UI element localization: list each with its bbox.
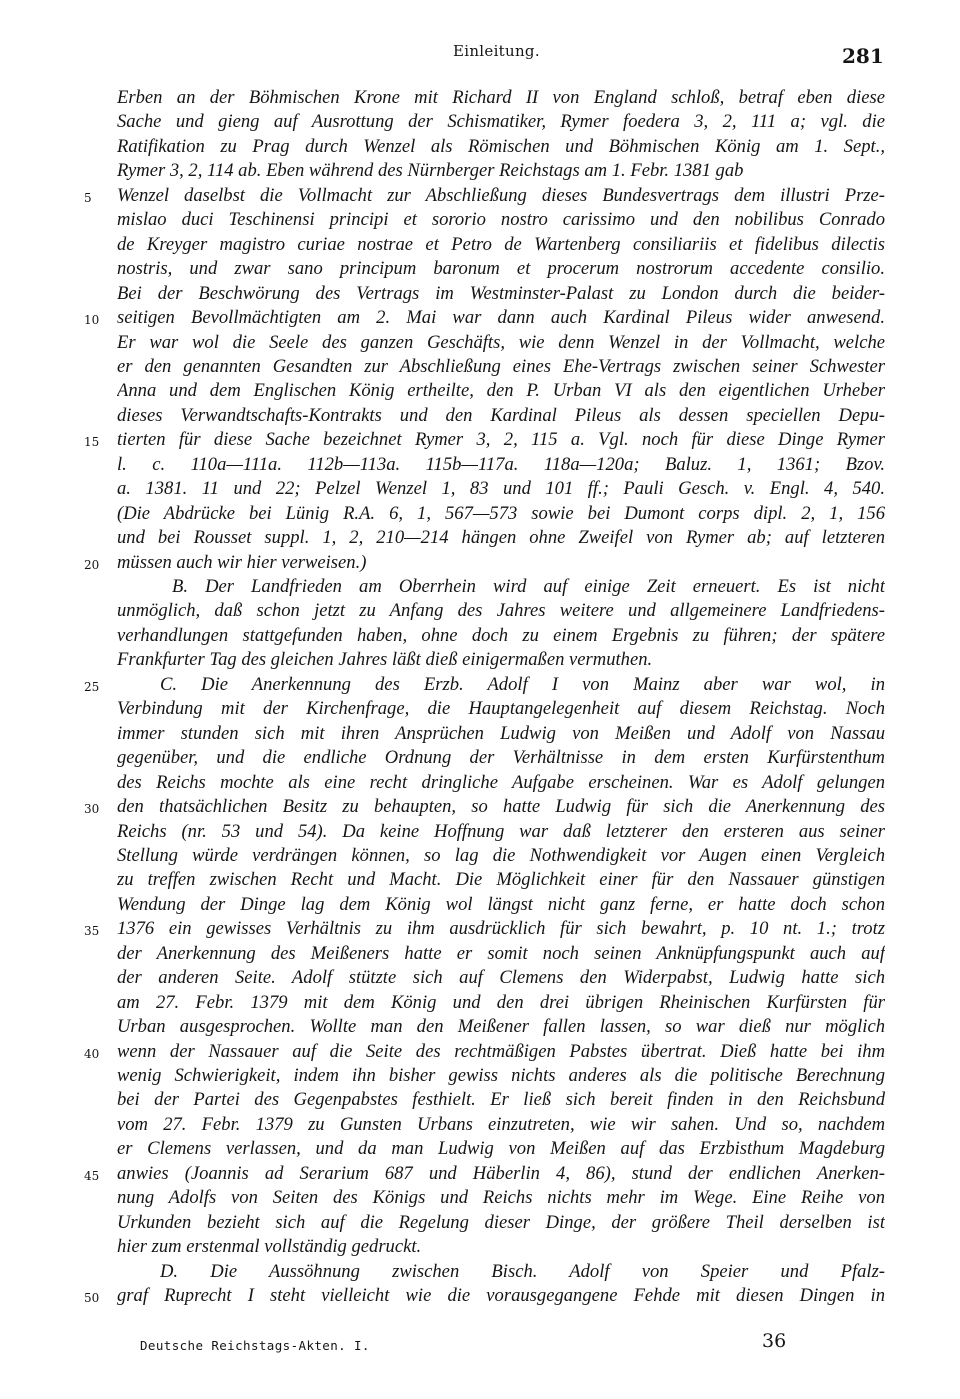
margin-line-number: 45 [84,1168,100,1183]
text-line: er Clemens verlassen, und da man Ludwig von Meißen auf das Erzbisthum Magdeburg [117,1138,885,1160]
text-line: vom 27. Febr. 1379 zu Gunsten Urbans einzutreten, wie wir sahen. Und so, nachdem [117,1113,885,1135]
text-line: müssen auch wir hier verweisen.) [117,551,367,573]
margin-line-number: 10 [84,313,100,328]
text-line: seitigen Bevollmächtigten am 2. Mai war dann auch Kardinal Pileus wider anwesend. [117,307,885,329]
margin-line-number: 25 [84,679,100,694]
text-line: B. Der Landfrieden am Oberrhein wird auf einige Zeit erneuert. Es ist nicht [172,576,885,597]
text-line: Rymer 3, 2, 114 ab. Eben während des Nürnberger Reichstags am 1. Febr. 1381 gab [117,160,744,182]
page-number: 281 [842,44,884,68]
text-line: zu treffen zwischen Recht und Macht. Die Möglichkeit einer für den Nassauer günstigen [117,869,885,891]
text-line: Anna und dem Englischen König ertheilte, den P. Urban VI als den eigentlichen Urheber [117,380,885,402]
text-line: Sache und gieng auf Ausrottung der Schismatiker, Rymer foedera 3, 2, 111 a; vgl. die [117,111,885,133]
text-line: mislao duci Teschinensi principi et sororio nostro carissimo und den nobilibus Conrado [117,209,885,231]
text-line: er den genannten Gesandten zur Abschließung eines Ehe-Vertrags zwischen seiner Schwester [117,355,885,377]
text-line: de Kreyger magistro curiae nostrae et Petro de Wartenberg consiliariis et fidelibus dilectis [117,233,885,255]
text-line: Urban ausgesprochen. Wollte man den Meißener fallen lassen, so war dieß nur möglich [117,1016,885,1038]
text-line: Verbindung mit der Kirchenfrage, die Hauptangelegenheit auf diesem Reichstag. Noch [117,698,885,720]
margin-line-number: 40 [84,1046,100,1061]
text-line: Bei der Beschwörung des Vertrags im Westminster-Palast zu London durch die beider- [117,282,885,304]
text-line: C. Die Anerkennung des Erzb. Adolf I von Mainz aber war wol, in [160,673,885,695]
margin-line-number: 30 [84,802,100,817]
text-line: Er war wol die Seele des ganzen Geschäfts, wie denn Wenzel in der Vollmacht, welche [117,331,885,353]
text-line: D. Die Aussöhnung zwischen Bisch. Adolf von Speier und Pfalz- [160,1260,885,1282]
text-line: Frankfurter Tag des gleichen Jahres läßt dieß einigermaßen vermuthen. [117,649,653,671]
series-title: Deutsche Reichstags-Akten. I. [140,1338,370,1353]
text-line: 1376 ein gewisses Verhältnis zu ihm ausdrücklich für sich bewahrt, p. 10 nt. 1.; trotz [117,918,885,940]
text-line: verhandlungen stattgefunden haben, ohne doch zu einem Ergebnis zu führen; der spätere [117,624,885,646]
text-line: dieses Verwandtschafts-Kontrakts und den Kardinal Pileus als dessen speciellen Depu- [117,404,885,426]
text-line: Urkunden bezieht sich auf die Regelung dieser Dinge, der größere Theil derselben ist [117,1211,885,1233]
text-line: immer stunden sich mit ihren Ansprüchen Ludwig von Meißen und Adolf von Nassau [117,722,885,744]
text-line: gegenüber, und die endliche Ordnung der Verhältnisse in dem ersten Kurfürstenthum [117,747,885,769]
text-line: Ratifikation zu Prag durch Wenzel als Römischen und Böhmischen König am 1. Sept., [117,135,885,157]
text-line: anwies (Joannis ad Serarium 687 und Häberlin 4, 86), stund der endlichen Anerken- [117,1162,885,1184]
text-line: (Die Abdrücke bei Lünig R.A. 6, 1, 567—573 sowie bei Dumont corps dipl. 2, 1, 156 [117,502,885,524]
text-line: nostris, und zwar sano principum baronum et procerum nostrorum accedente consilio. [117,258,885,280]
text-line: des Reichs mochte als eine recht dringliche Aufgabe erscheinen. War es Adolf gelungen [117,771,885,793]
text-line: tierten für diese Sache bezeichnet Rymer 3, 2, 115 a. Vgl. noch für diese Dinge Rymer [117,429,885,451]
text-line: unmöglich, daß schon jetzt zu Anfang des Jahres weitere und allgemeinere Landfriedens- [117,600,885,622]
text-line: a. 1381. 11 und 22; Pelzel Wenzel 1, 83 und 101 ff.; Pauli Gesch. v. Engl. 4, 540. [117,478,885,500]
text-line: Wenzel daselbst die Vollmacht zur Abschließung dieses Bundesvertrags dem illustri Prze- [117,184,885,206]
margin-line-number: 15 [84,435,100,450]
text-line: Reichs (nr. 53 und 54). Da keine Hoffnung war daß letzterer den ersteren aus seiner [117,820,885,842]
text-line: hier zum erstenmal vollständig gedruckt. [117,1236,422,1258]
text-line: Erben an der Böhmischen Krone mit Richard II von England schloß, betraf eben diese [117,87,885,108]
text-line: den thatsächlichen Besitz zu behaupten, so hatte Ludwig für sich die Anerkennung des [117,796,885,818]
margin-line-number: 35 [84,924,100,939]
text-line: Stellung würde verdrängen können, so lag die Nothwendigkeit vor Augen einen Vergleich [117,844,885,866]
margin-line-number: 5 [84,190,92,205]
text-line: nung Adolfs von Seiten des Königs und Reichs nichts mehr im Wege. Eine Reihe von [117,1187,885,1209]
text-line: der anderen Seite. Adolf stützte sich auf Clemens den Widerpabst, Ludwig hatte sich [117,967,885,989]
text-line: wenig Schwierigkeit, indem ihn bisher gewiss nichts anderes als die politische Berechnung [117,1065,885,1086]
text-line: wenn der Nassauer auf die Seite des rechtmäßigen Pabstes übertrat. Dieß hatte bei ihm [117,1040,885,1062]
text-line: am 27. Febr. 1379 mit dem König und den drei übrigen Rheinischen Kurfürsten für [117,991,885,1013]
margin-line-number: 20 [84,557,100,572]
text-line: l. c. 110a—111a. 112b—113a. 115b—117a. 118a—120a; Baluz. 1, 1361; Bzov. [117,453,885,475]
text-line: Wendung der Dinge lag dem König wol längst nicht ganz ferne, er hatte doch schon [117,893,885,915]
text-line: und bei Rousset suppl. 1, 2, 210—214 hängen ohne Zweifel von Rymer ab; auf letzteren [117,527,885,549]
margin-line-number: 50 [84,1291,100,1306]
running-header: Einleitung. [453,42,540,60]
text-line: bei der Partei des Gegenpabstes festhielt. Er ließ sich bereit finden in den Reichsbund [117,1089,885,1111]
signature-mark: 36 [762,1330,787,1352]
text-line: der Anerkennung des Meißeners hatte er somit noch seinen Anknüpfungspunkt auch auf [117,942,885,964]
text-line: graf Ruprecht I steht vielleicht wie die vorausgegangene Fehde mit diesen Dingen in [117,1285,885,1307]
